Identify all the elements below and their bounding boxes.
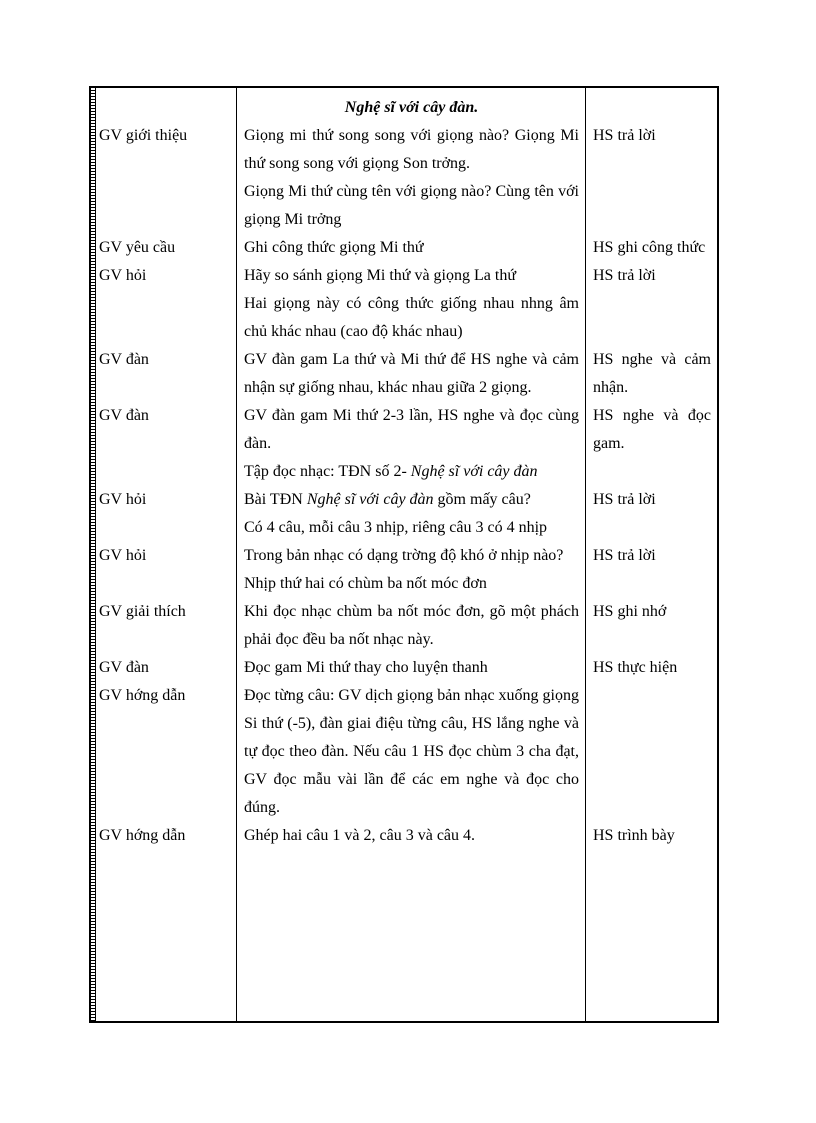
content-cell — [236, 346, 585, 402]
song-title: Nghệ sĩ với cây đàn — [410, 463, 538, 480]
student-cell: HS trình bày — [593, 827, 675, 844]
teacher-cell: GV đàn — [99, 407, 149, 424]
table-row — [91, 122, 717, 234]
content-line-rich — [244, 486, 579, 514]
tdn-prefix: Tập đọc nhạc: TĐN số 2- — [244, 463, 411, 480]
content-line: Ghép hai câu 1 và 2, câu 3 và câu 4. — [244, 827, 476, 844]
content-line: GV đàn gam Mi thứ 2-3 lần, HS nghe và đọc cùng đàn. — [244, 407, 579, 452]
table-row — [91, 234, 717, 262]
content-cell — [236, 682, 585, 822]
content-cell — [236, 654, 585, 682]
content-cell — [236, 822, 585, 850]
table-row — [91, 262, 717, 346]
teacher-cell: GV đàn — [99, 351, 149, 368]
content-cell — [236, 122, 585, 234]
student-cell: HS ghi công thức — [593, 239, 706, 256]
student-cell: HS trả lời — [593, 491, 656, 508]
student-cell: HS thực hiện — [593, 659, 678, 676]
title-row — [91, 94, 717, 122]
student-cell: HS nghe và cảm nhận. — [593, 351, 711, 396]
teacher-cell: GV hỏi — [99, 547, 147, 564]
table-row — [91, 822, 717, 850]
content-line: Giọng Mi thứ cùng tên với giọng nào? Cùng tên với giọng Mi trởng — [244, 183, 579, 228]
content-cell — [236, 402, 585, 486]
content-line: Hãy so sánh giọng Mi thứ và giọng La thứ — [244, 267, 516, 284]
student-cell: HS ghi nhớ — [593, 603, 667, 620]
content-line: Nhịp thứ hai có chùm ba nốt móc đơn — [244, 575, 487, 592]
table-row — [91, 346, 717, 402]
teacher-cell: GV yêu cầu — [99, 239, 176, 256]
content-cell — [236, 542, 585, 598]
table-row — [91, 402, 717, 486]
song-title: Nghệ sĩ với cây đàn — [306, 491, 434, 508]
table-title: Nghệ sĩ với cây đàn. — [344, 99, 479, 116]
lesson-table — [89, 86, 719, 1023]
teacher-cell: GV đàn — [99, 659, 149, 676]
question-prefix: Bài TĐN — [244, 491, 307, 508]
question-suffix: gồm mấy câu? — [433, 491, 531, 508]
content-cell — [236, 598, 585, 654]
student-cell: HS trả lời — [593, 547, 656, 564]
content-line: Đọc gam Mi thứ thay cho luyện thanh — [244, 659, 488, 676]
content-line: Giọng mi thứ song song với giọng nào? Giọng Mi thứ song song với giọng Son trởng. — [244, 127, 579, 172]
content-cell — [236, 262, 585, 346]
teacher-cell: GV hớng dẫn — [99, 827, 186, 844]
content-line: Trong bản nhạc có dạng trờng độ khó ở nhịp nào? — [244, 547, 564, 564]
content-line: Khi đọc nhạc chùm ba nốt móc đơn, gõ một phách phải đọc đều ba nốt nhạc này. — [244, 603, 579, 648]
content-line: GV đàn gam La thứ và Mi thứ để HS nghe và cảm nhận sự giống nhau, khác nhau giữa 2 giọng. — [244, 351, 579, 396]
teacher-cell: GV hỏi — [99, 491, 147, 508]
table-row — [91, 682, 717, 822]
table-row — [91, 598, 717, 654]
teacher-cell: GV giải thích — [99, 603, 186, 620]
content-line: Có 4 câu, mỗi câu 3 nhịp, riêng câu 3 có 4 nhịp — [244, 519, 548, 536]
teacher-cell: GV giới thiệu — [99, 127, 188, 144]
student-cell: HS trả lời — [593, 267, 656, 284]
content-line: Đọc từng câu: GV dịch giọng bản nhạc xuống giọng Si thứ (-5), đàn giai điệu từng câu, HS lắng nghe và tự đọc theo đàn. Nếu câu 1 HS đọc chùm 3 cha đạt, GV đọc mẫu vài lần để các em nghe và đọc cho đúng. — [244, 687, 579, 816]
content-line: Hai giọng này có công thức giống nhau nhng âm chủ khác nhau (cao độ khác nhau) — [244, 295, 579, 340]
table-row — [91, 654, 717, 682]
content-line-rich — [244, 458, 579, 486]
teacher-cell: GV hỏi — [99, 267, 147, 284]
table-row — [91, 542, 717, 598]
content-line: Ghi công thức giọng Mi thứ — [244, 239, 424, 256]
table-body — [91, 94, 717, 850]
student-cell: HS trả lời — [593, 127, 656, 144]
teacher-cell: GV hớng dẫn — [99, 687, 186, 704]
content-cell — [236, 234, 585, 262]
student-cell: HS nghe và đọc gam. — [593, 407, 711, 452]
table-row — [91, 486, 717, 542]
content-cell — [236, 486, 585, 542]
